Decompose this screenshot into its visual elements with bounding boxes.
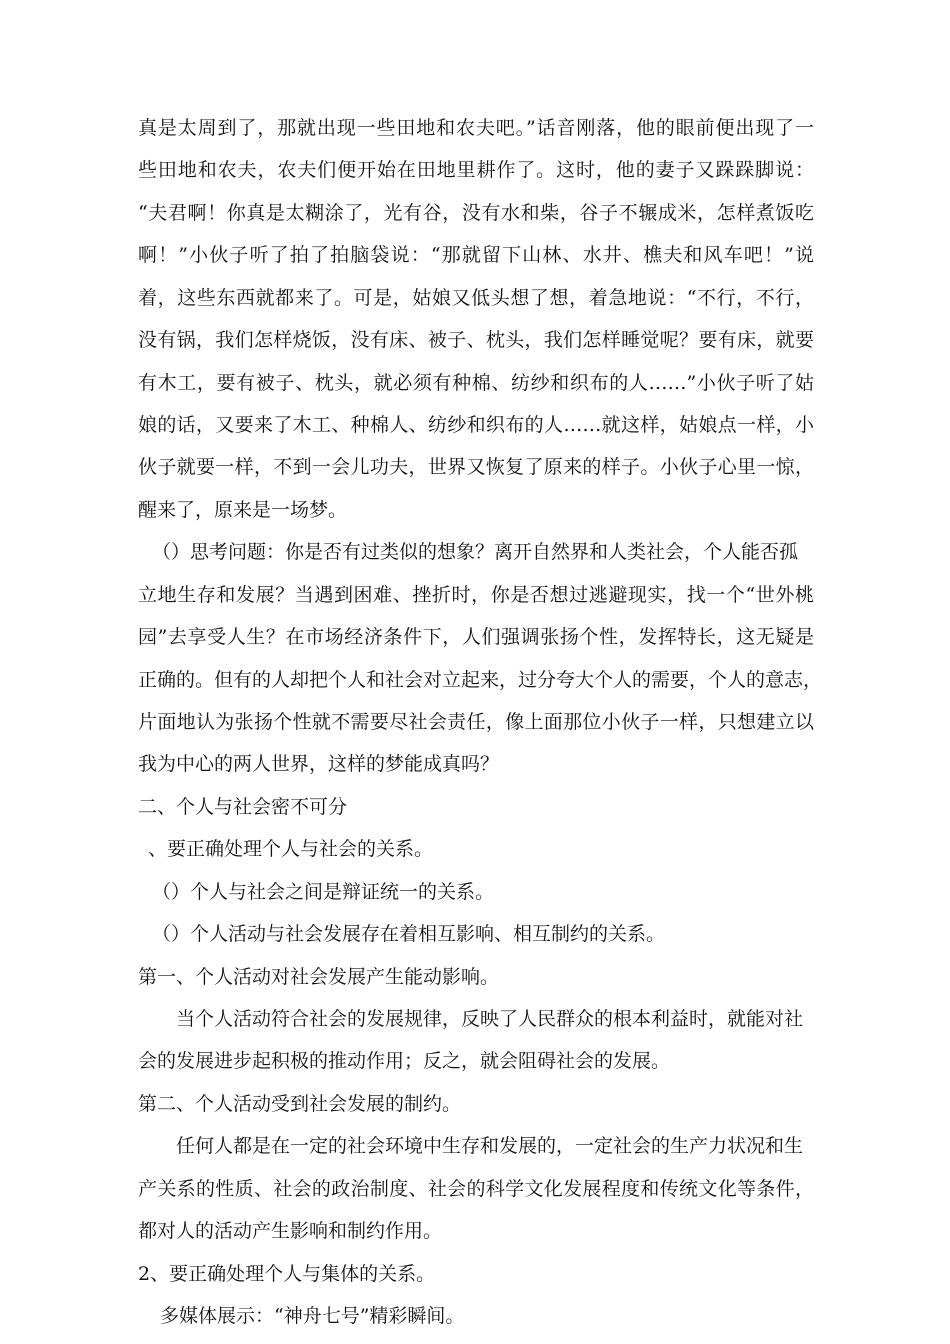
paragraph-line: “夫君啊！你真是太糊涂了，光有谷，没有水和柴，谷子不辗成米，怎样煮饭吃 xyxy=(138,202,814,224)
paragraph-line: 任何人都是在一定的社会环境中生存和发展的，一定社会的生产力状况和生 xyxy=(176,1135,804,1157)
paragraph-line: 醒来了，原来是一场梦。 xyxy=(138,499,348,521)
paragraph-line: 正确的。但有的人却把个人和社会对立起来，过分夸大个人的需要，个人的意志， xyxy=(138,669,823,691)
point-heading: 第一、个人活动对社会发展产生能动影响。 xyxy=(138,966,500,988)
paragraph-line: 些田地和农夫，农夫们便开始在田地里耕作了。这时，他的妻子又跺跺脚说： xyxy=(138,159,814,181)
section-heading: 二、个人与社会密不可分 xyxy=(138,796,348,818)
media-note: 多媒体展示：“神舟七号”精彩瞬间。 xyxy=(160,1305,465,1327)
paragraph-line: 立地生存和发展？当遇到困难、挫折时，你是否想过逃避现实，找一个“世外桃 xyxy=(138,584,814,606)
question-line: （）思考问题：你是否有过类似的想象？离开自然界和人类社会，个人能否孤 xyxy=(152,541,799,563)
paragraph-line: 真是太周到了，那就出现一些田地和农夫吧。”话音刚落，他的眼前便出现了一 xyxy=(138,117,814,139)
list-item: （）个人活动与社会发展存在着相互影响、相互制约的关系。 xyxy=(152,923,666,945)
paragraph-line: 着，这些东西就都来了。可是，姑娘又低头想了想，着急地说：“不行，不行， xyxy=(138,287,814,309)
list-item: （）个人与社会之间是辩证统一的关系。 xyxy=(152,881,495,903)
paragraph-line: 片面地认为张扬个性就不需要尽社会责任，像上面那位小伙子一样，只想建立以 xyxy=(138,711,814,733)
paragraph-line: 娘的话，又要来了木工、种棉人、纺纱和织布的人……就这样，姑娘点一样，小 xyxy=(138,414,814,436)
point-heading: 第二、个人活动受到社会发展的制约。 xyxy=(138,1093,462,1115)
paragraph-line: 没有锅，我们怎样烧饭，没有床、被子、枕头，我们怎样睡觉呢？要有床，就要 xyxy=(138,329,814,351)
paragraph-line: 啊！”小伙子听了拍了拍脑袋说：“那就留下山林、水井、樵夫和风车吧！”说 xyxy=(138,244,814,266)
paragraph-line: 园”去享受人生？在市场经济条件下，人们强调张扬个性，发挥特长，这无疑是 xyxy=(138,626,814,648)
paragraph-line: 产关系的性质、社会的政治制度、社会的科学文化发展程度和传统文化等条件， xyxy=(138,1178,814,1200)
paragraph-line: 当个人活动符合社会的发展规律，反映了人民群众的根本利益时，就能对社 xyxy=(176,1008,804,1030)
paragraph-line: 我为中心的两人世界，这样的梦能成真吗？ xyxy=(138,753,500,775)
paragraph-line: 伙子就要一样，不到一会儿功夫，世界又恢复了原来的样子。小伙子心里一惊， xyxy=(138,456,814,478)
paragraph-line: 都对人的活动产生影响和制约作用。 xyxy=(138,1220,443,1242)
subsection-heading: 2、要正确处理个人与集体的关系。 xyxy=(138,1263,436,1285)
paragraph-line: 会的发展进步起积极的推动作用；反之，就会阻碍社会的发展。 xyxy=(138,1050,671,1072)
subsection-heading: 、要正确处理个人与社会的关系。 xyxy=(148,838,434,860)
paragraph-line: 有木工，要有被子、枕头，就必须有种棉、纺纱和织布的人……”小伙子听了姑 xyxy=(138,372,814,394)
